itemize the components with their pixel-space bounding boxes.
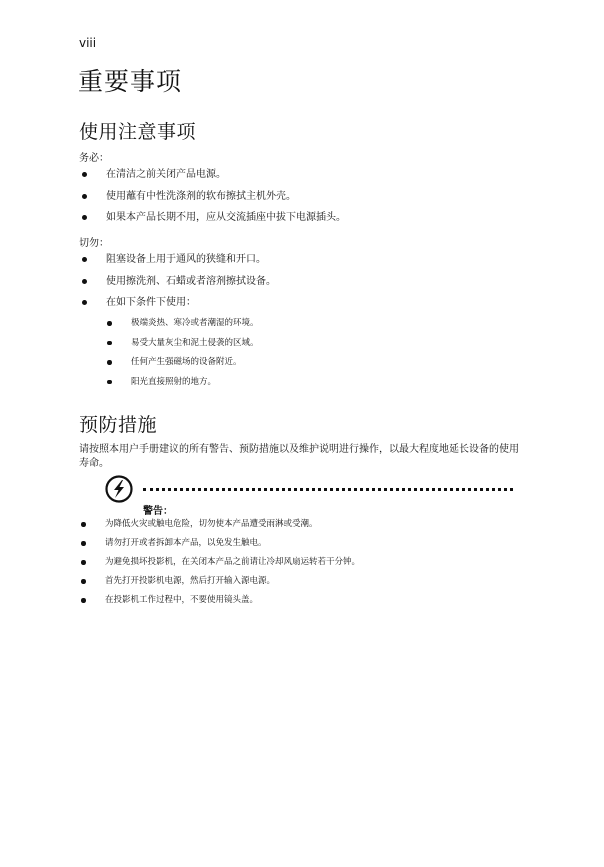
warning-label: 警告：	[143, 506, 173, 517]
list-item: 为避免损坏投影机，在关闭本产品之前请让冷却风扇运转若干分钟。	[0, 557, 604, 576]
warning-divider	[143, 488, 513, 491]
list-item: 极端炎热、寒冷或者潮湿的环境。	[0, 318, 604, 338]
list-item: 首先打开投影机电源，然后打开输入源电源。	[0, 576, 604, 595]
list-item: 任何产生强磁场的设备附近。	[0, 357, 604, 377]
warning-list	[0, 519, 604, 614]
list-item: 阻塞设备上用于通风的狭缝和开口。	[0, 254, 604, 276]
must-label: 务必：	[79, 153, 109, 164]
list-item: 在如下条件下使用：	[0, 297, 604, 319]
page-title: 重要事项	[78, 67, 183, 96]
section-heading-precautions: 预防措施	[79, 414, 158, 436]
list-item: 阳光直接照射的地方。	[0, 377, 604, 397]
electric-shock-icon	[105, 475, 133, 503]
list-item: 请勿打开或者拆卸本产品，以免发生触电。	[0, 538, 604, 557]
section-heading-usage: 使用注意事项	[79, 121, 197, 143]
conditions-list	[0, 318, 604, 396]
list-item: 为降低火灾或触电危险，切勿使本产品遭受雨淋或受潮。	[0, 519, 604, 538]
page-number: viii	[79, 36, 97, 50]
dont-list	[0, 254, 604, 319]
list-item: 如果本产品长期不用，应从交流插座中拔下电源插头。	[0, 212, 604, 234]
list-item: 在投影机工作过程中，不要使用镜头盖。	[0, 595, 604, 614]
precautions-intro: 请按照本用户手册建议的所有警告、预防措施以及维护说明进行操作，以最大程度地延长设备的使用寿命。	[79, 444, 519, 469]
must-list	[0, 169, 604, 234]
dont-label: 切勿：	[79, 238, 109, 249]
list-item: 在清洁之前关闭产品电源。	[0, 169, 604, 191]
list-item: 使用蘸有中性洗涤剂的软布擦拭主机外壳。	[0, 191, 604, 213]
list-item: 使用擦洗剂、石蜡或者溶剂擦拭设备。	[0, 276, 604, 298]
list-item: 易受大量灰尘和泥土侵袭的区域。	[0, 338, 604, 358]
